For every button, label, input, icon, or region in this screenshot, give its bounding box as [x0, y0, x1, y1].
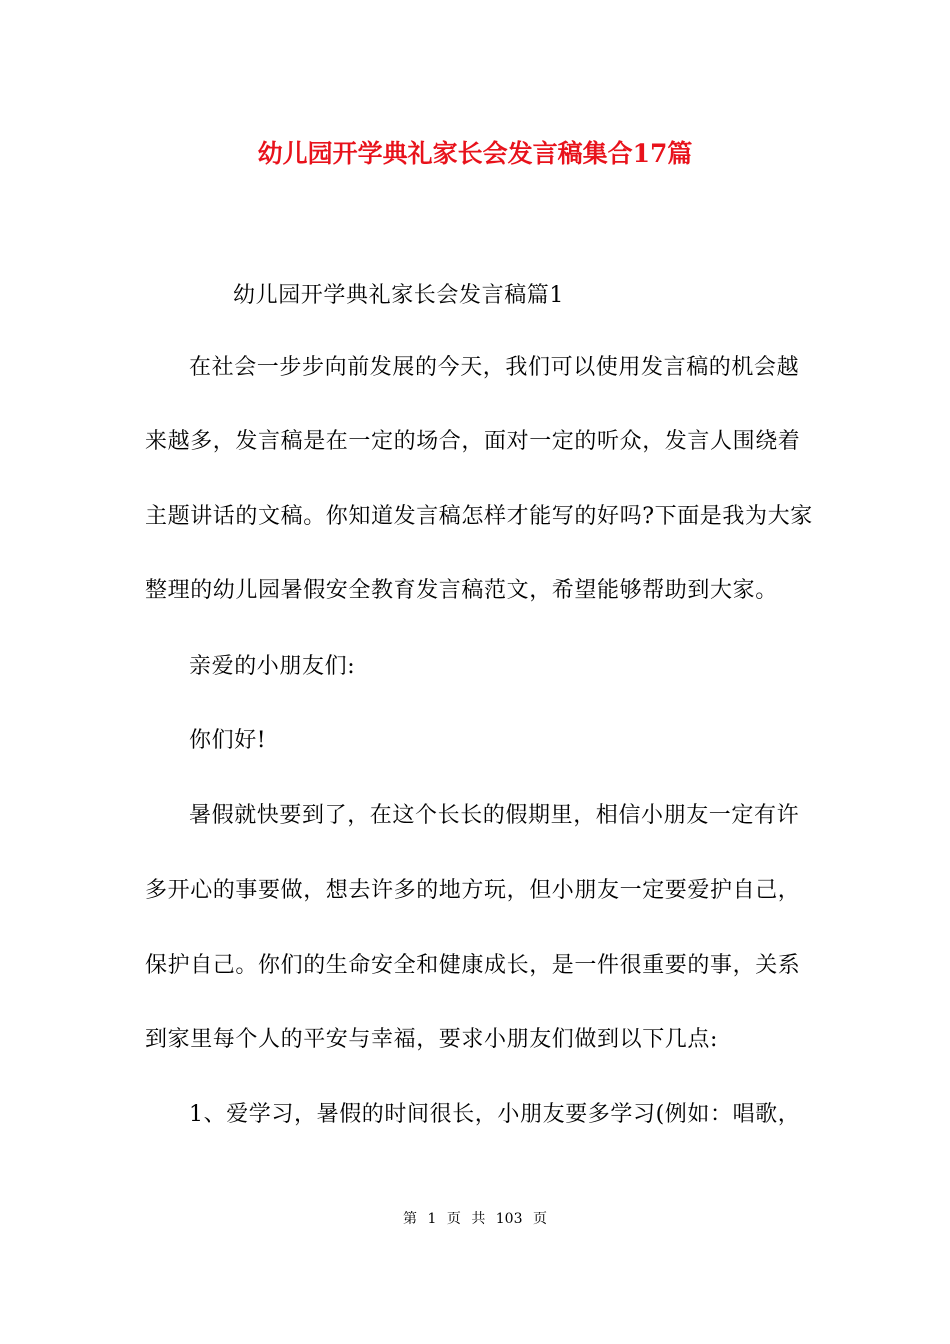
- document-title: 幼儿园开学典礼家长会发言稿集合17篇: [257, 139, 693, 168]
- paragraph-line: 来越多，发言稿是在一定的场合，面对一定的听众，发言人围绕着: [145, 429, 801, 454]
- paragraph-line: 多开心的事要做，想去许多的地方玩，但小朋友一定要爱护自己，: [145, 878, 801, 903]
- section-heading: 幼儿园开学典礼家长会发言稿篇1: [233, 283, 564, 308]
- footer-suffix: 页: [532, 1211, 547, 1227]
- page-footer: [0, 1209, 950, 1229]
- paragraph-line: 保护自己。你们的生命安全和健康成长，是一件很重要的事，关系: [145, 953, 801, 978]
- footer-total-label: 共: [471, 1211, 486, 1227]
- paragraph-line: 整理的幼儿园暑假安全教育发言稿范文，希望能够帮助到大家。: [145, 578, 778, 603]
- salutation: 亲爱的小朋友们:: [189, 654, 356, 679]
- paragraph-line: 在社会一步步向前发展的今天，我们可以使用发言稿的机会越: [189, 355, 800, 380]
- paragraph-line: 到家里每个人的平安与幸福，要求小朋友们做到以下几点:: [145, 1027, 719, 1052]
- paragraph-line: 主题讲话的文稿。你知道发言稿怎样才能写的好吗?下面是我为大家: [145, 504, 813, 529]
- greeting: 你们好!: [189, 728, 267, 753]
- paragraph-line: 暑假就快要到了，在这个长长的假期里，相信小朋友一定有许: [189, 803, 800, 828]
- footer-prefix: 第: [403, 1211, 418, 1227]
- list-item: 1、爱学习，暑假的时间很长，小朋友要多学习(例如：唱歌，: [189, 1102, 801, 1127]
- footer-page-label: 页: [446, 1211, 461, 1227]
- footer-total-pages: 103: [495, 1211, 523, 1227]
- footer-page-number: 1: [427, 1211, 437, 1227]
